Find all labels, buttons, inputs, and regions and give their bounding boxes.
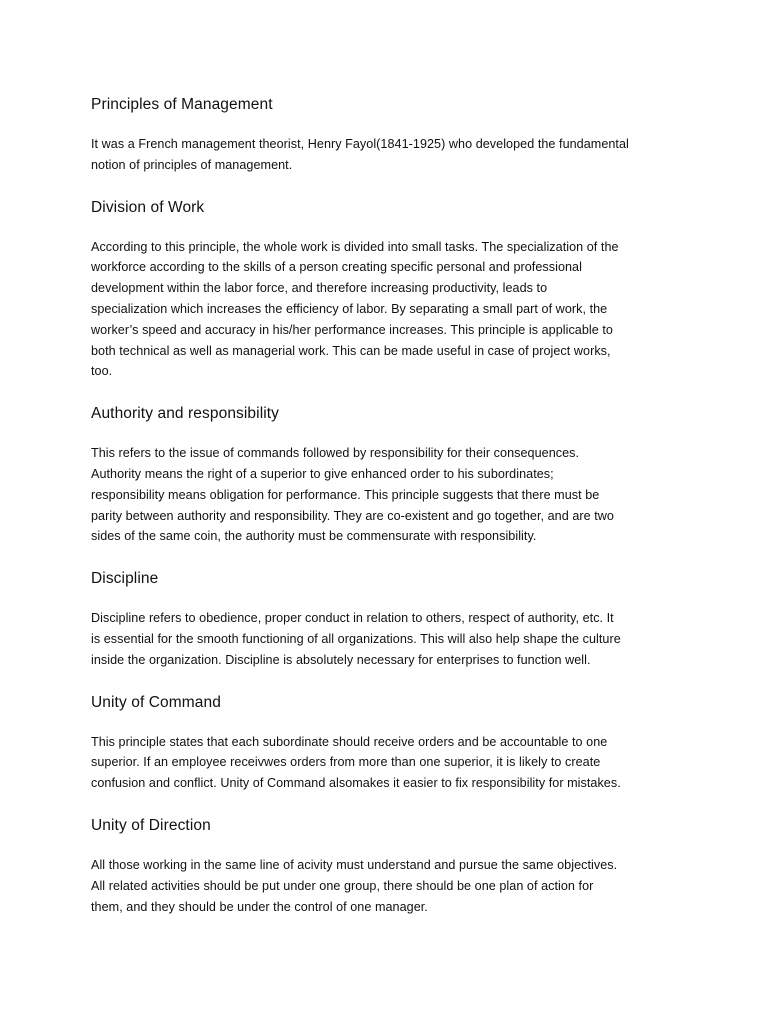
section-heading-authority-and-responsibility: Authority and responsibility [91,405,280,423]
text-line: All those working in the same line of acivity must understand and pursue the same objectives. [91,857,618,872]
text-line: confusion and conflict. Unity of Command alsomakes it easier to fix responsibility for mistakes. [91,776,621,791]
text-line: worker’s speed and accuracy in his/her performance increases. This principle is applicable to [91,322,613,337]
text-line: According to this principle, the whole work is divided into small tasks. The specialization of the [91,239,619,254]
section-heading-unity-of-direction: Unity of Direction [91,816,211,834]
document-title: Principles of Management [91,96,273,113]
text-line: too. [91,364,113,379]
text-line: This refers to the issue of commands followed by responsibility for their consequences. [91,446,580,461]
text-line: is essential for the smooth functioning of all organizations. This will also help shape the culture [91,631,621,646]
text-line: parity between authority and responsibility. They are co-existent and go together, and are two [91,508,614,523]
text-line: both technical as well as managerial work. This can be made useful in case of project works, [91,343,611,358]
text-line: All related activities should be put under one group, there should be one plan of action for [91,878,594,893]
document-body [91,94,691,917]
text-line: This principle states that each subordinate should receive orders and be accountable to one [91,734,608,749]
intro-paragraph [91,134,691,176]
text-line: specialization which increases the efficiency of labor. By separating a small part of work, the [91,301,608,316]
section-paragraph-unity-of-direction [91,855,691,917]
text-line: development within the labor force, and therefore increasing productivity, leads to [91,281,548,296]
section-heading-discipline: Discipline [91,570,159,588]
text-line: Authority means the right of a superior to give enhanced order to his subordinates; [91,466,554,481]
text-line: inside the organization. Discipline is absolutely necessary for enterprises to function well. [91,652,591,667]
section-heading-division-of-work: Division of Work [91,198,205,216]
text-line: workforce according to the skills of a person creating specific personal and professional [91,260,582,275]
text-line: them, and they should be under the control of one manager. [91,899,428,914]
text-line: responsibility means obligation for performance. This principle suggests that there must be [91,487,600,502]
section-heading-unity-of-command: Unity of Command [91,693,221,711]
section-paragraph-unity-of-command [91,732,691,794]
text-line: sides of the same coin, the authority must be commensurate with responsibility. [91,529,537,544]
text-line: superior. If an employee receivwes orders from more than one superior, it is likely to create [91,755,601,770]
text-line: notion of principles of management. [91,157,293,172]
text-line: It was a French management theorist, Henry Fayol(1841-1925) who developed the fundamental [91,137,629,151]
section-paragraph-authority-and-responsibility [91,443,691,547]
section-paragraph-division-of-work [91,237,691,383]
section-paragraph-discipline [91,608,691,670]
text-line: Discipline refers to obedience, proper conduct in relation to others, respect of authority, etc. It [91,611,614,626]
